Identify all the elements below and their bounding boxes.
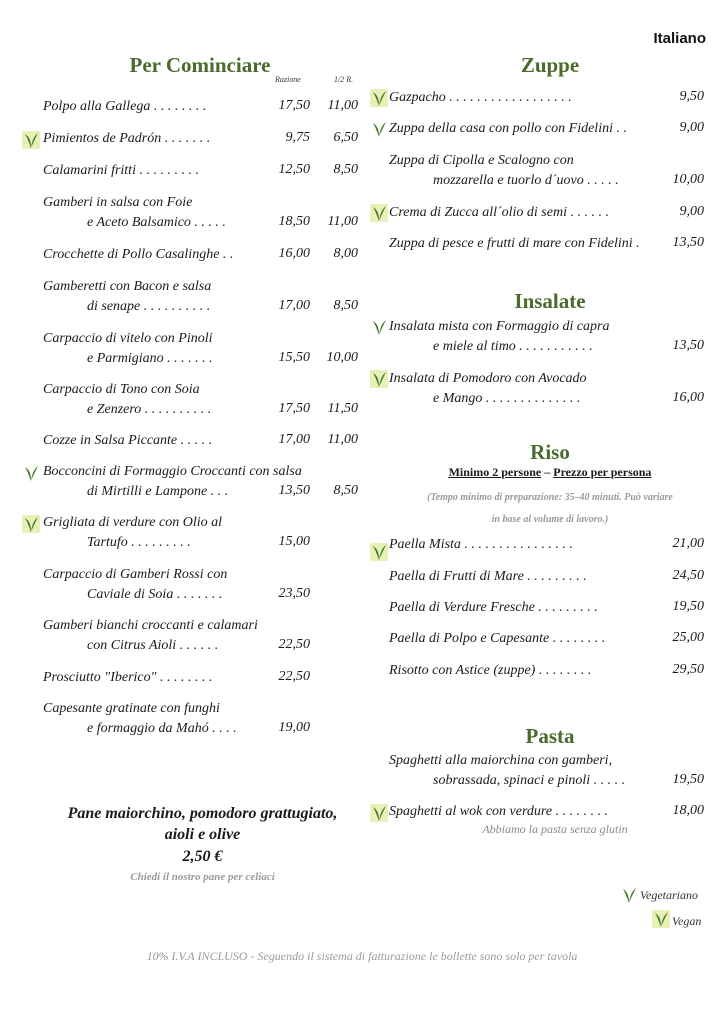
menu-item-line: Zuppa della casa con pollo con Fidelini . . bbox=[389, 121, 627, 136]
menu-item-line: e Mango . . . . . . . . . . . . . . bbox=[433, 391, 581, 406]
menu-item-name bbox=[43, 616, 258, 656]
item-price: 19,50 bbox=[672, 772, 704, 787]
menu-item-name bbox=[43, 668, 213, 688]
menu-item-line: di Mirtilli e Lampone . . . bbox=[87, 484, 229, 499]
leaf-icon bbox=[370, 318, 388, 336]
menu-item-line: Risotto con Astice (zuppe) . . . . . . . . bbox=[389, 663, 592, 678]
menu-item-line: Polpo alla Gallega . . . . . . . . bbox=[43, 99, 207, 114]
menu-item-line: Gamberetti con Bacon e salsa bbox=[43, 279, 212, 294]
item-price: 24,50 bbox=[672, 568, 704, 583]
menu-item-line: Pimientos de Padrón . . . . . . . bbox=[43, 131, 211, 146]
half-portion-price: 8,50 bbox=[333, 483, 358, 498]
menu-item-name bbox=[43, 193, 226, 233]
portion-header: Razione bbox=[275, 75, 301, 84]
bread-title-line-1: Pane maiorchino, pomodoro grattugiato, bbox=[67, 805, 338, 822]
menu-item-line: Gazpacho . . . . . . . . . . . . . . . . . . bbox=[389, 90, 572, 105]
menu-item-line: e Parmigiano . . . . . . . bbox=[87, 351, 213, 366]
menu-item-name bbox=[43, 97, 206, 117]
menu-item-line: Caviale di Soia . . . . . . . bbox=[87, 587, 223, 602]
menu-item-line: Prosciutto "Iberico" . . . . . . . . bbox=[43, 670, 213, 685]
menu-item-name bbox=[43, 161, 199, 181]
section-title-riso: Riso bbox=[530, 440, 570, 464]
menu-item-name bbox=[389, 802, 608, 822]
menu-item-line: e Zenzero . . . . . . . . . . bbox=[87, 402, 212, 417]
item-price: 22,50 bbox=[278, 637, 310, 652]
item-price: 15,00 bbox=[278, 534, 310, 549]
language-label[interactable]: Italiano bbox=[653, 30, 706, 47]
vegan-leaf-icon bbox=[370, 804, 388, 822]
menu-item-name bbox=[389, 535, 573, 555]
menu-item-line: Carpaccio di vitelo con Pinoli bbox=[43, 331, 213, 346]
leaf-icon bbox=[22, 464, 40, 482]
menu-item-line: Spaghetti al wok con verdure . . . . . . . . bbox=[389, 804, 609, 819]
section-title-pasta: Pasta bbox=[525, 724, 575, 748]
half-portion-price: 8,50 bbox=[333, 298, 358, 313]
menu-item-line: Paella di Verdure Fresche . . . . . . . . . bbox=[389, 600, 598, 615]
bread-price: 2,50 € bbox=[182, 848, 223, 865]
note-separator: – bbox=[541, 465, 554, 479]
item-price: 19,50 bbox=[672, 599, 704, 614]
menu-item-line: mozzarella e tuorlo d´uovo . . . . . bbox=[433, 173, 619, 188]
half-portion-header: 1/2 R. bbox=[334, 75, 354, 84]
menu-item-line: Insalata mista con Formaggio di capra bbox=[389, 319, 610, 334]
menu-item-line: di senape . . . . . . . . . . bbox=[87, 299, 211, 314]
menu-item-name bbox=[389, 119, 627, 139]
menu-item-line: sobrassada, spinaci e pinoli . . . . . bbox=[433, 773, 626, 788]
item-price: 18,00 bbox=[672, 803, 704, 818]
menu-item-line: Paella di Frutti di Mare . . . . . . . . . bbox=[389, 569, 587, 584]
vegan-leaf-icon bbox=[370, 89, 388, 107]
menu-item-name bbox=[43, 513, 222, 553]
menu-item-line: e formaggio da Mahó . . . . bbox=[87, 721, 237, 736]
menu-item-name bbox=[43, 129, 210, 149]
section-title-insalate: Insalate bbox=[514, 289, 586, 313]
item-price: 13,50 bbox=[672, 235, 704, 250]
vegan-leaf-icon bbox=[22, 515, 40, 533]
menu-item-line: Calamarini fritti . . . . . . . . . bbox=[43, 163, 199, 178]
prep-note-line-2: in base al volume di lavoro.) bbox=[491, 514, 609, 525]
menu-item-line: Carpaccio di Gamberi Rossi con bbox=[43, 567, 228, 582]
menu-item-name bbox=[389, 661, 591, 681]
bread-celiac-note: Chiedi il nostro pane per celiaci bbox=[130, 871, 275, 883]
menu-item-line: Gamberi bianchi croccanti e calamari bbox=[43, 618, 258, 633]
item-price: 9,00 bbox=[679, 204, 704, 219]
menu-item-line: Spaghetti alla maiorchina con gamberi, bbox=[389, 753, 613, 768]
menu-item-line: Cozze in Salsa Piccante . . . . . bbox=[43, 433, 213, 448]
item-price: 19,00 bbox=[278, 720, 310, 735]
item-price: 13,50 bbox=[672, 338, 704, 353]
half-portion-price: 11,00 bbox=[327, 214, 358, 229]
item-price: 25,00 bbox=[672, 630, 704, 645]
menu-item-name bbox=[389, 629, 605, 649]
half-portion-price: 8,00 bbox=[333, 246, 358, 261]
legend-vegetarian: Vegetariano bbox=[640, 888, 698, 902]
menu-item-line: Tartufo . . . . . . . . . bbox=[87, 535, 191, 550]
menu-item-name bbox=[389, 151, 619, 191]
vegan-leaf-icon bbox=[370, 543, 388, 561]
menu-item-name bbox=[389, 751, 625, 791]
item-price: 17,00 bbox=[278, 298, 310, 313]
menu-item-name bbox=[43, 699, 237, 739]
item-price: 9,75 bbox=[285, 130, 310, 145]
menu-item-line: Gamberi in salsa con Foie bbox=[43, 195, 193, 210]
footer-tax-note: 10% I.V.A INCLUSO - Seguendo il sistema di fatturazione le bollette sono solo per tavola bbox=[146, 949, 578, 963]
item-price: 16,00 bbox=[672, 390, 704, 405]
half-portion-price: 11,00 bbox=[327, 432, 358, 447]
section-title-starters: Per Cominciare bbox=[129, 53, 271, 77]
menu-item-name bbox=[389, 317, 610, 357]
half-portion-price: 11,00 bbox=[327, 98, 358, 113]
menu-item-name bbox=[43, 329, 213, 369]
item-price: 21,00 bbox=[672, 536, 704, 551]
menu-item-line: Grigliata di verdure con Olio al bbox=[43, 515, 222, 530]
menu-item-line: e miele al timo . . . . . . . . . . . bbox=[433, 339, 593, 354]
half-portion-price: 11,50 bbox=[327, 401, 358, 416]
menu-item-name bbox=[43, 431, 212, 451]
item-price: 9,50 bbox=[679, 89, 704, 104]
menu-item-name bbox=[43, 462, 302, 502]
menu-item-line: Crema di Zucca all´olio di semi . . . . . . bbox=[389, 205, 609, 220]
menu-item-line: Capesante gratinate con funghi bbox=[43, 701, 220, 716]
vegan-leaf-icon bbox=[370, 204, 388, 222]
menu-item-name bbox=[43, 380, 211, 420]
vegan-leaf-icon bbox=[22, 131, 40, 149]
price-per-person: Prezzo per persona bbox=[553, 465, 652, 479]
menu-item-line: Zuppa di pesce e frutti di mare con Fidelini . bbox=[389, 236, 640, 251]
menu-item-name bbox=[43, 277, 211, 317]
item-price: 12,50 bbox=[278, 162, 310, 177]
item-price: 17,00 bbox=[278, 432, 310, 447]
half-portion-price: 6,50 bbox=[333, 130, 358, 145]
legend-vegan: Vegan bbox=[672, 914, 702, 928]
vegan-leaf-icon bbox=[652, 910, 670, 928]
leaf-icon bbox=[620, 886, 638, 904]
menu-item-name bbox=[389, 567, 587, 587]
gluten-free-note: Abbiamo la pasta senza glutin bbox=[482, 822, 628, 836]
menu-item-line: Bocconcini di Formaggio Croccanti con salsa bbox=[43, 464, 302, 479]
menu-item-line: Carpaccio di Tono con Soia bbox=[43, 382, 200, 397]
half-portion-price: 8,50 bbox=[333, 162, 358, 177]
riso-minimum-note bbox=[380, 465, 720, 480]
menu-item-line: e Aceto Balsamico . . . . . bbox=[87, 215, 226, 230]
item-price: 17,50 bbox=[278, 401, 310, 416]
item-price: 15,50 bbox=[278, 350, 310, 365]
menu-item-line: Paella Mista . . . . . . . . . . . . . . . . bbox=[389, 537, 573, 552]
menu-item-name bbox=[389, 598, 598, 618]
item-price: 16,00 bbox=[278, 246, 310, 261]
vegan-leaf-icon bbox=[370, 370, 388, 388]
item-price: 13,50 bbox=[278, 483, 310, 498]
section-title-zuppe: Zuppe bbox=[520, 53, 580, 77]
menu-item-line: Paella di Polpo e Capesante . . . . . . . . bbox=[389, 631, 606, 646]
menu-item-line: Insalata di Pomodoro con Avocado bbox=[389, 371, 587, 386]
menu-item-line: Crocchette di Pollo Casalinghe . . bbox=[43, 247, 234, 262]
menu-item-name bbox=[43, 565, 227, 605]
item-price: 29,50 bbox=[672, 662, 704, 677]
leaf-icon bbox=[370, 120, 388, 138]
bread-title-line-2: aioli e olive bbox=[164, 826, 241, 843]
menu-item-line: con Citrus Aioli . . . . . . bbox=[87, 638, 219, 653]
menu-item-name bbox=[389, 88, 572, 108]
menu-item-name bbox=[389, 369, 587, 409]
prep-note-line-1: (Tempo minimo di preparazione: 35–40 minuti. Può variare bbox=[427, 492, 673, 503]
menu-item-name bbox=[43, 245, 233, 265]
half-portion-price: 10,00 bbox=[326, 350, 358, 365]
menu-item-name bbox=[389, 203, 609, 223]
menu-item-line: Zuppa di Cipolla e Scalogno con bbox=[389, 153, 574, 168]
minimum-persons: Minimo 2 persone bbox=[448, 465, 542, 479]
item-price: 9,00 bbox=[679, 120, 704, 135]
item-price: 17,50 bbox=[278, 98, 310, 113]
item-price: 18,50 bbox=[278, 214, 310, 229]
menu-item-name bbox=[389, 234, 640, 254]
item-price: 22,50 bbox=[278, 669, 310, 684]
item-price: 23,50 bbox=[278, 586, 310, 601]
item-price: 10,00 bbox=[672, 172, 704, 187]
